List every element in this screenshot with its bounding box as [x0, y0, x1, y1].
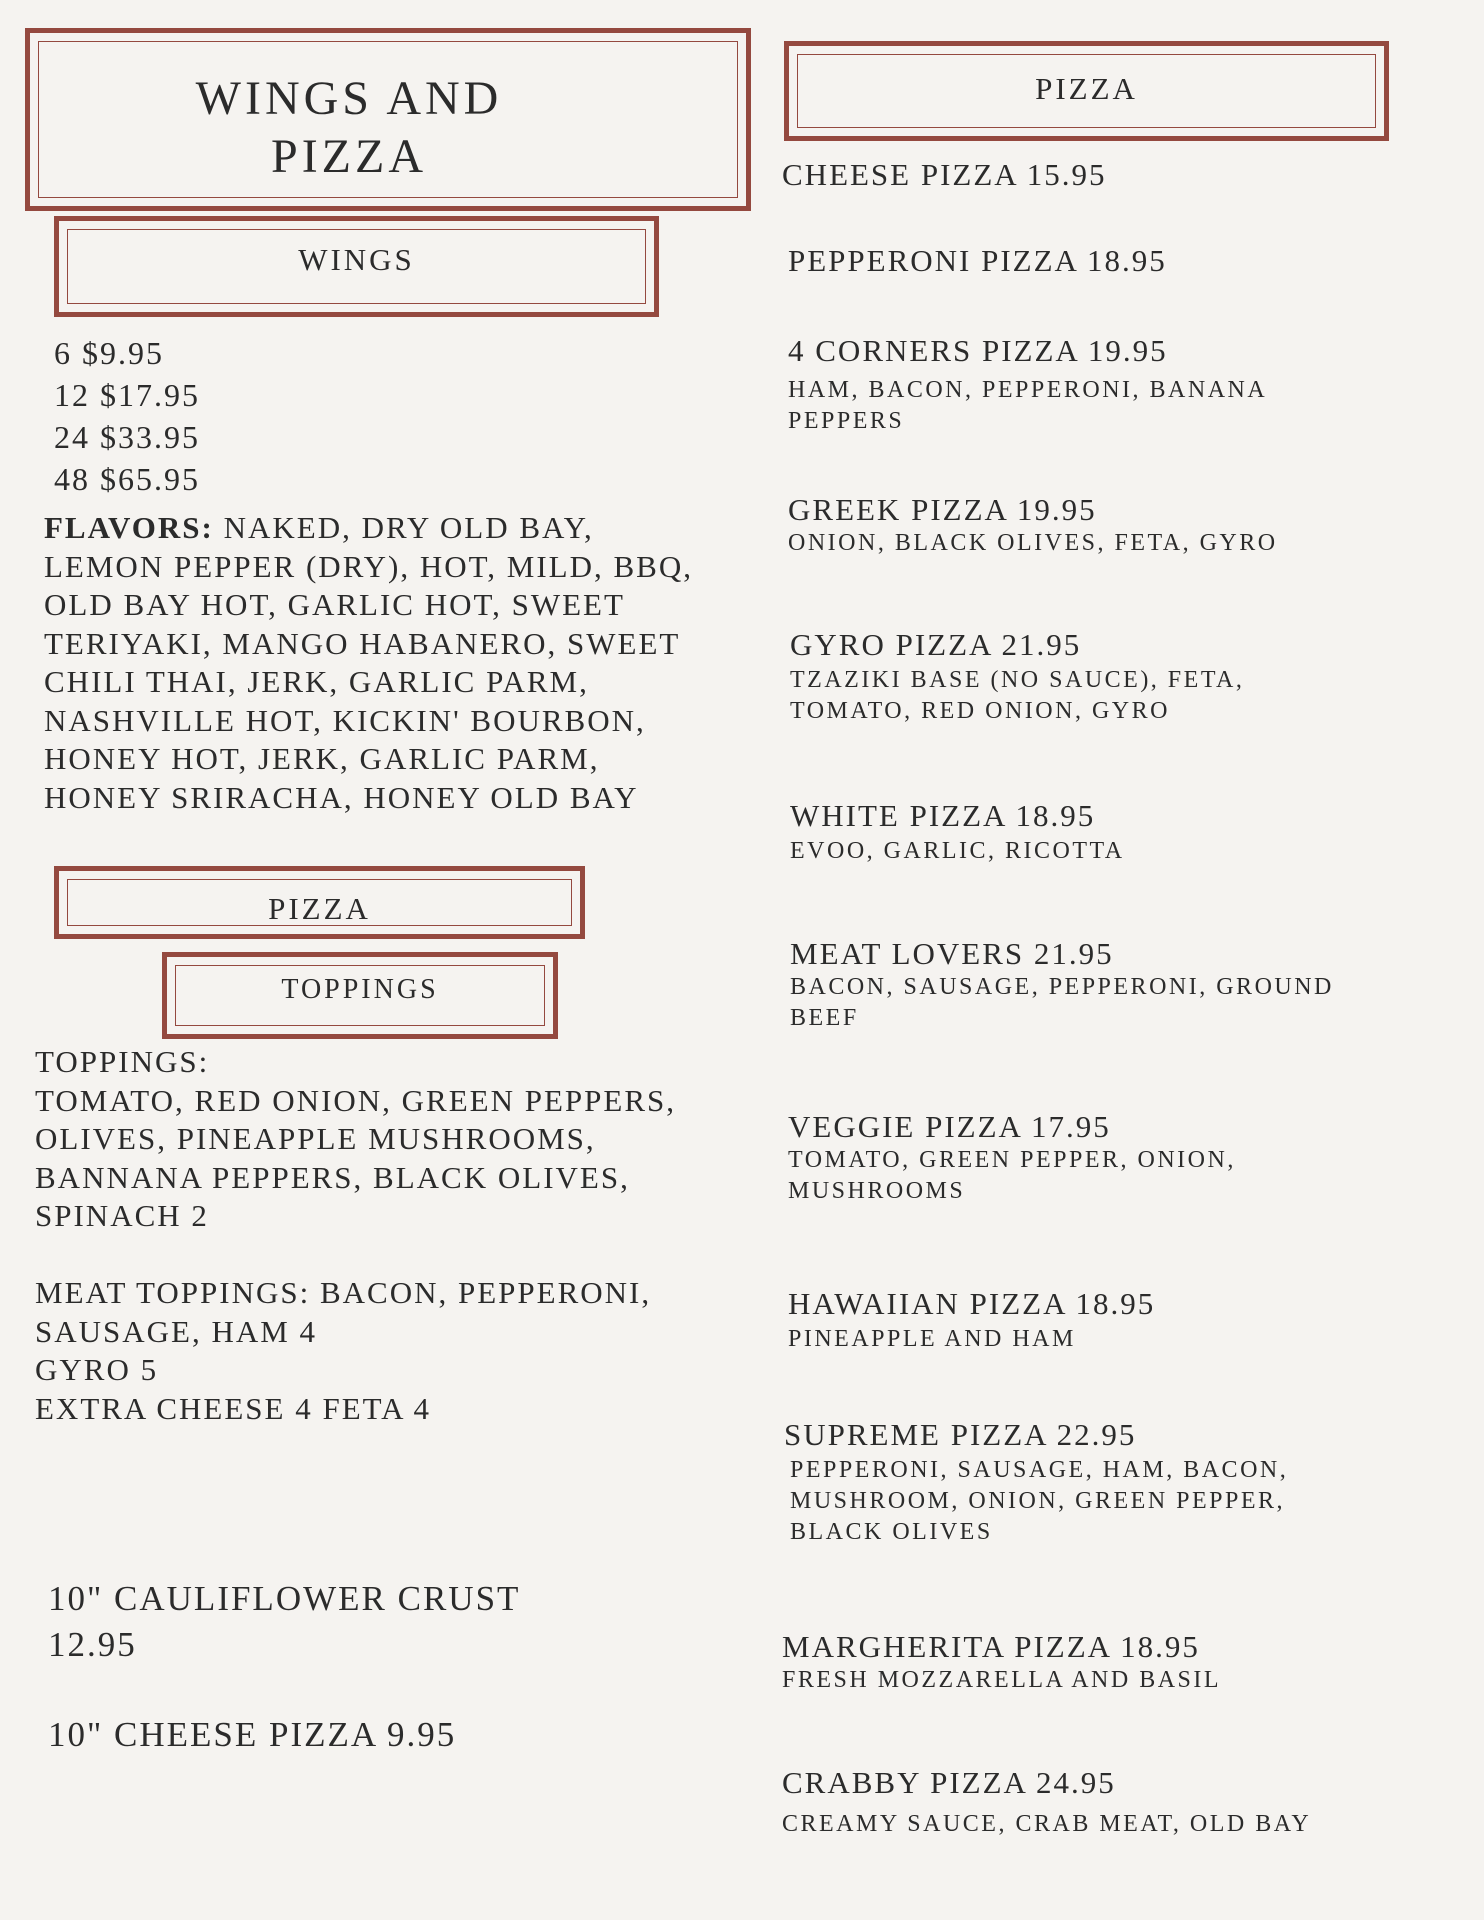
pizza-item-desc: CREAMY SAUCE, CRAB MEAT, OLD BAY — [782, 1811, 1312, 1837]
title-box — [25, 28, 751, 211]
meat-toppings — [35, 1274, 651, 1428]
wing-prices — [54, 332, 200, 500]
wing-price-24: 24 $33.95 — [54, 419, 200, 455]
flavors-line-3: OLD BAY HOT, GARLIC HOT, SWEET — [44, 587, 625, 622]
pizza-item — [790, 798, 1125, 867]
pizza-item — [790, 627, 1244, 727]
toppings-line-1: TOPPINGS: — [35, 1044, 210, 1079]
pizza-item-name: MARGHERITA PIZZA 18.95 — [782, 1629, 1200, 1664]
pizza-item-name: GYRO PIZZA 21.95 — [790, 627, 1082, 662]
pizza-item — [782, 1765, 1311, 1840]
wings-header-inner — [67, 229, 646, 304]
wing-flavors — [44, 509, 693, 817]
toppings-line-2: TOMATO, RED ONION, GREEN PEPPERS, — [35, 1082, 676, 1118]
wings-header-box — [54, 216, 659, 317]
pizza-item-name: 4 CORNERS PIZZA 19.95 — [788, 333, 1168, 368]
flavors-line-8: HONEY SRIRACHA, HONEY OLD BAY — [44, 779, 639, 815]
pizza-item-desc: MUSHROOM, ONION, GREEN PEPPER, — [790, 1488, 1286, 1514]
meat-line-4: EXTRA CHEESE 4 FETA 4 — [35, 1390, 432, 1426]
pizza-item-name: HAWAIIAN PIZZA 18.95 — [788, 1286, 1156, 1321]
menu-title-line-1: WINGS AND — [195, 72, 503, 125]
pizza-item-desc: EVOO, GARLIC, RICOTTA — [790, 838, 1125, 864]
flavors-text-1: NAKED, DRY OLD BAY, — [213, 510, 594, 545]
pizza-item-desc: BEEF — [790, 1005, 859, 1031]
pizza-item-name: CHEESE PIZZA 15.95 — [782, 157, 1107, 192]
pizza-item-desc: TOMATO, GREEN PEPPER, ONION, — [788, 1147, 1236, 1173]
pizza-item-desc: HAM, BACON, PEPPERONI, BANANA — [788, 377, 1268, 403]
wing-price-6: 6 $9.95 — [54, 335, 164, 371]
pizza-item — [782, 157, 1106, 193]
wing-price-12: 12 $17.95 — [54, 377, 200, 413]
left-pizza-header-inner — [67, 879, 572, 926]
pizza-item-desc: MUSHROOMS — [788, 1178, 966, 1204]
cauliflower-line-2: 12.95 — [48, 1625, 137, 1664]
pizza-item-desc: BACON, SAUSAGE, PEPPERONI, GROUND — [790, 974, 1334, 1000]
flavors-line-6: NASHVILLE HOT, KICKIN' BOURBON, — [44, 702, 646, 738]
cauliflower-line-1: 10" CAULIFLOWER CRUST — [48, 1579, 521, 1618]
toppings-header-box — [162, 952, 558, 1039]
flavors-line-5: CHILI THAI, JERK, GARLIC PARM, — [44, 664, 589, 699]
pizza-item-desc: BLACK OLIVES — [790, 1519, 993, 1545]
pizza-item-desc: PINEAPPLE AND HAM — [788, 1326, 1076, 1352]
toppings-line-5: SPINACH 2 — [35, 1198, 209, 1233]
wings-header: WINGS — [298, 242, 415, 277]
pizza-item-name: PEPPERONI PIZZA 18.95 — [788, 243, 1167, 278]
meat-line-3: GYRO 5 — [35, 1352, 159, 1387]
toppings-line-4: BANNANA PEPPERS, BLACK OLIVES, — [35, 1159, 630, 1195]
pizza-item — [784, 1417, 1288, 1548]
pizza-item-desc: PEPPERONI, SAUSAGE, HAM, BACON, — [790, 1457, 1289, 1483]
pizza-item — [782, 1629, 1221, 1696]
meat-line-1: MEAT TOPPINGS: BACON, PEPPERONI, — [35, 1275, 652, 1310]
cauliflower-crust — [48, 1576, 520, 1668]
toppings-header: TOPPINGS — [281, 974, 439, 1005]
small-cheese-line: 10" CHEESE PIZZA 9.95 — [48, 1715, 457, 1754]
pizza-item — [788, 1109, 1236, 1207]
pizza-item-name: VEGGIE PIZZA 17.95 — [788, 1109, 1111, 1144]
small-cheese-pizza — [48, 1712, 456, 1758]
right-pizza-header-inner — [797, 54, 1376, 128]
toppings-list — [35, 1043, 676, 1236]
pizza-item-name: GREEK PIZZA 19.95 — [788, 492, 1097, 527]
flavors-label: FLAVORS: — [44, 510, 214, 545]
toppings-header-inner — [175, 965, 545, 1026]
pizza-item — [788, 243, 1167, 279]
flavors-line-4: TERIYAKI, MANGO HABANERO, SWEET — [44, 625, 681, 661]
pizza-item-desc: TOMATO, RED ONION, GYRO — [790, 698, 1170, 724]
pizza-item-desc: PEPPERS — [788, 408, 905, 434]
right-pizza-header-box — [784, 41, 1389, 141]
pizza-item — [788, 333, 1267, 437]
pizza-item-name: CRABBY PIZZA 24.95 — [782, 1765, 1116, 1800]
right-pizza-header: PIZZA — [1035, 71, 1138, 106]
toppings-line-3: OLIVES, PINEAPPLE MUSHROOMS, — [35, 1121, 596, 1156]
pizza-item — [790, 936, 1334, 1034]
wing-price-48: 48 $65.95 — [54, 461, 200, 497]
pizza-item-desc: ONION, BLACK OLIVES, FETA, GYRO — [788, 530, 1278, 556]
pizza-item-name: MEAT LOVERS 21.95 — [790, 936, 1114, 971]
pizza-item-name: SUPREME PIZZA 22.95 — [784, 1417, 1137, 1452]
flavors-line-1 — [44, 509, 693, 548]
title-box-inner — [38, 41, 738, 198]
pizza-item — [788, 1286, 1155, 1355]
left-pizza-header-box — [54, 866, 585, 939]
pizza-item-desc: TZAZIKI BASE (NO SAUCE), FETA, — [790, 667, 1245, 693]
menu-title-line-2: PIZZA — [271, 130, 427, 183]
flavors-line-7: HONEY HOT, JERK, GARLIC PARM, — [44, 741, 600, 776]
flavors-line-2: LEMON PEPPER (DRY), HOT, MILD, BBQ, — [44, 548, 693, 584]
left-pizza-header: PIZZA — [268, 890, 371, 926]
pizza-item — [788, 492, 1278, 559]
meat-line-2: SAUSAGE, HAM 4 — [35, 1313, 318, 1349]
menu-title — [39, 70, 659, 186]
pizza-item-desc: FRESH MOZZARELLA AND BASIL — [782, 1667, 1222, 1693]
pizza-item-name: WHITE PIZZA 18.95 — [790, 798, 1096, 833]
